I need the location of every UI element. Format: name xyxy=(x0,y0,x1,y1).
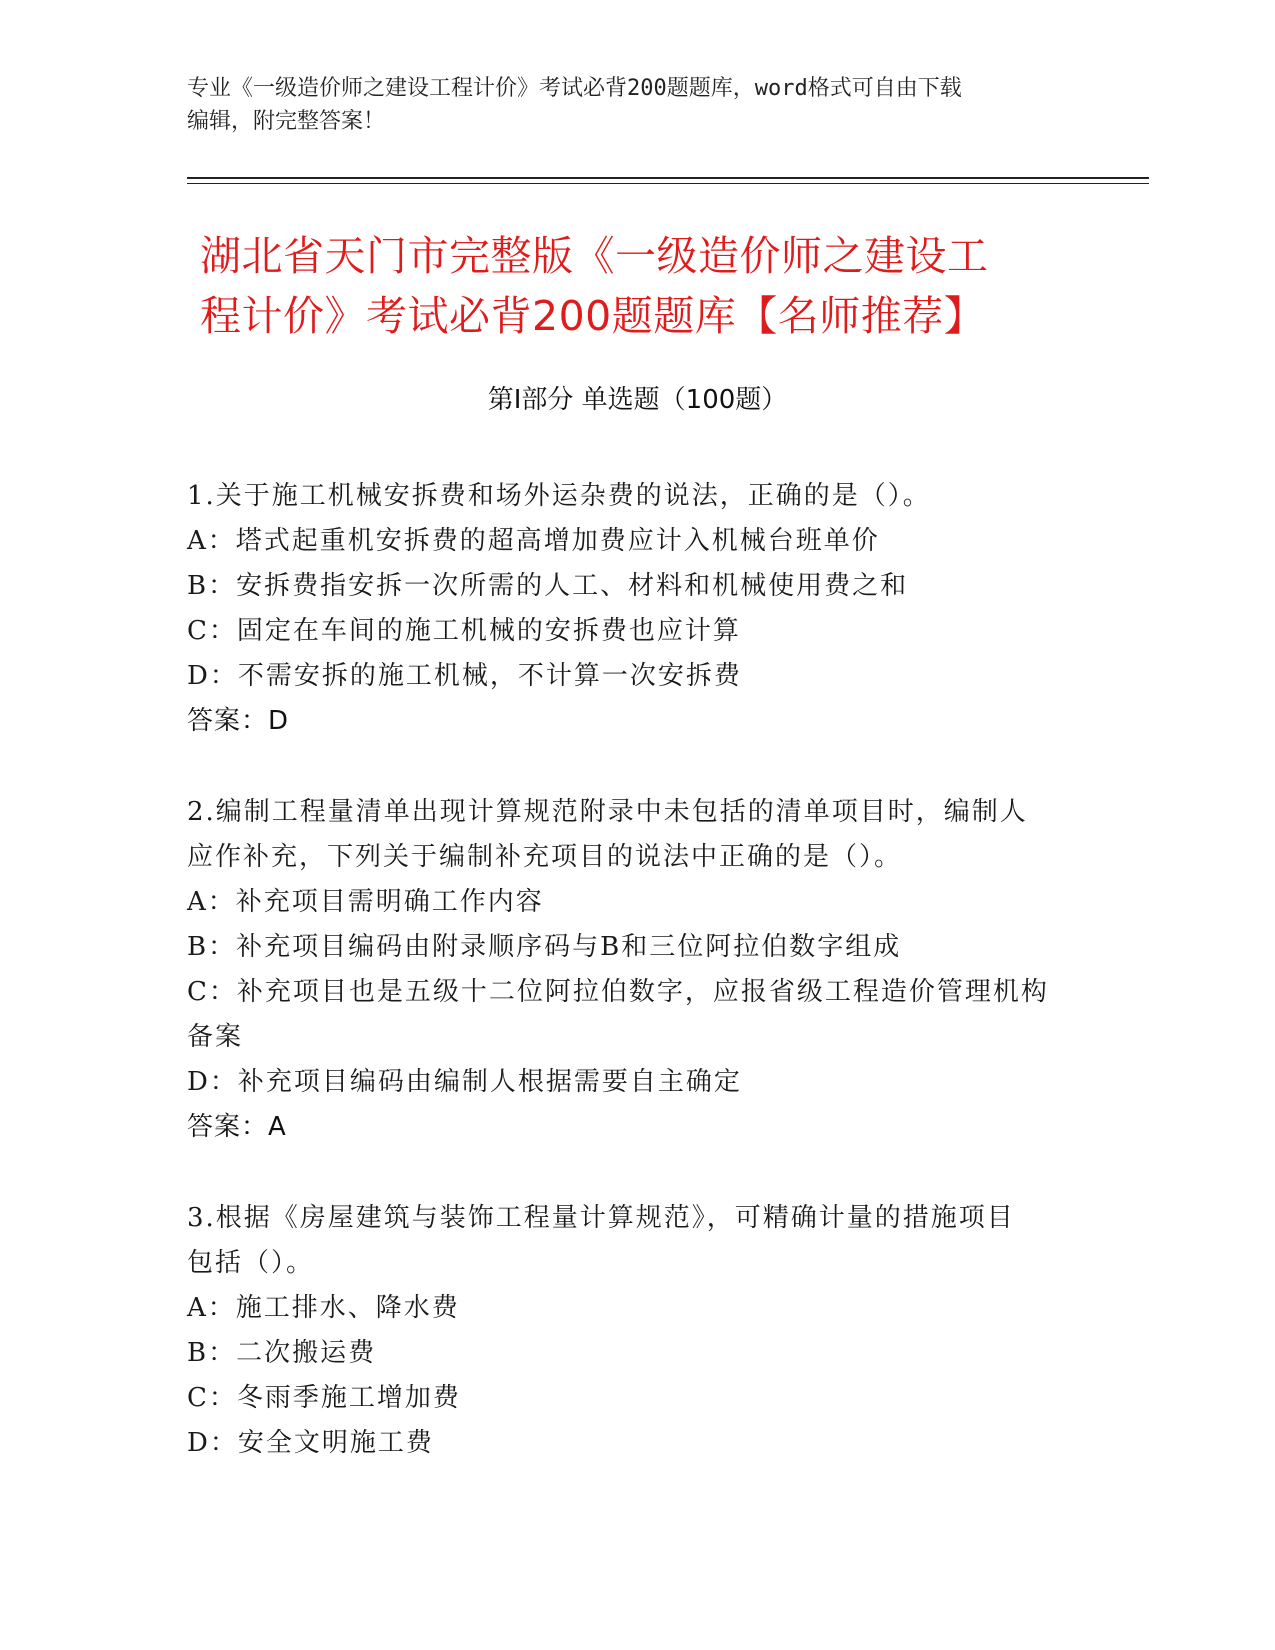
option-b: B：安拆费指安拆一次所需的人工、材料和机械使用费之和 xyxy=(187,571,909,601)
header-note-line-1: 专业《一级造价师之建设工程计价》考试必背200题题库，word格式可自由下载 xyxy=(187,76,962,101)
option-d: D：不需安拆的施工机械，不计算一次安拆费 xyxy=(187,661,742,691)
option-c: C：固定在车间的施工机械的安拆费也应计算 xyxy=(187,616,741,646)
option-b: B：二次搬运费 xyxy=(187,1338,377,1368)
question-stem-line-1: 3.根据《房屋建筑与装饰工程量计算规范》，可精确计量的措施项目 xyxy=(187,1203,1015,1233)
section-title: 第Ⅰ部分 单选题（100题） xyxy=(487,385,788,415)
question-stem: 1.关于施工机械安拆费和场外运杂费的说法，正确的是（）。 xyxy=(187,481,931,511)
header-note xyxy=(187,72,1087,138)
header-divider-thin xyxy=(187,183,1149,184)
answer: 答案：A xyxy=(187,1112,287,1142)
answer: 答案：D xyxy=(187,706,290,736)
document-title-line-1: 湖北省天门市完整版《一级造价师之建设工 xyxy=(200,232,989,280)
option-d: D：安全文明施工费 xyxy=(187,1428,434,1458)
option-a: A：施工排水、降水费 xyxy=(187,1293,460,1323)
option-b: B：补充项目编码由附录顺序码与B和三位阿拉伯数字组成 xyxy=(187,932,902,962)
document-title-line-2: 程计价》考试必背200题题库【名师推荐】 xyxy=(200,292,986,340)
option-a: A：塔式起重机安拆费的超高增加费应计入机械台班单价 xyxy=(187,526,880,556)
question-list xyxy=(187,474,1087,1512)
question-stem-line-1: 2.编制工程量清单出现计算规范附录中未包括的清单项目时，编制人 xyxy=(187,797,1028,827)
question-3 xyxy=(187,1196,1087,1466)
option-a: A：补充项目需明确工作内容 xyxy=(187,887,544,917)
option-d: D：补充项目编码由编制人根据需要自主确定 xyxy=(187,1067,742,1097)
document-title xyxy=(200,226,1100,346)
header-note-line-2: 编辑，附完整答案！ xyxy=(187,109,386,134)
question-stem-line-2: 包括（）。 xyxy=(187,1248,315,1278)
header-divider-thick xyxy=(187,177,1149,179)
question-1 xyxy=(187,474,1087,744)
question-2 xyxy=(187,790,1087,1150)
question-stem-line-2: 应作补充，下列关于编制补充项目的说法中正确的是（）。 xyxy=(187,842,903,872)
option-c-line-1: C：补充项目也是五级十二位阿拉伯数字，应报省级工程造价管理机构 xyxy=(187,977,1049,1007)
option-c-line-2: 备案 xyxy=(187,1022,244,1052)
option-c: C：冬雨季施工增加费 xyxy=(187,1383,461,1413)
